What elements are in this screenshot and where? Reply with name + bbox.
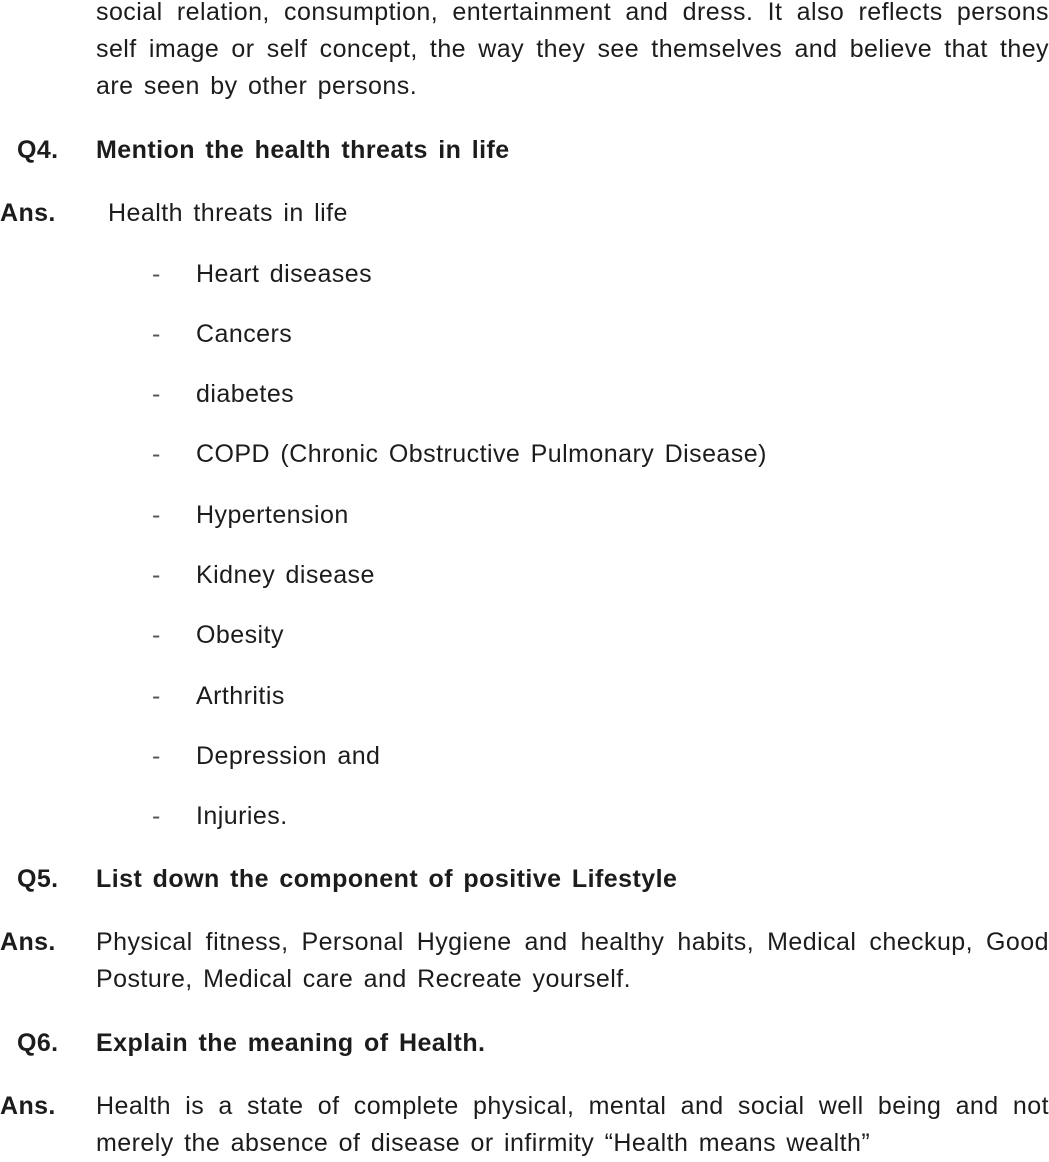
bullet-dash: - [152, 440, 161, 468]
bullet-dash: - [152, 561, 161, 589]
q5-label: Q5. [17, 865, 59, 893]
list-item-text: Injuries. [196, 802, 288, 830]
intro-paragraph: social relation, consumption, entertainment and dress. It also reflects persons self image or self concept, the way they see themselves and believe that they are seen by other persons. [96, 0, 1049, 100]
q4-answer-intro: Health threats in life [108, 199, 348, 227]
q6-answer: Health is a state of complete physical, mental and social well being and not merely the absence of disease or infirmity “Health means wealth” [96, 1092, 1049, 1157]
list-item-text: Kidney disease [196, 561, 375, 589]
q6-label: Q6. [17, 1029, 59, 1057]
list-item-text: Cancers [196, 320, 293, 348]
bullet-dash: - [152, 802, 161, 830]
q5-question: List down the component of positive Lifestyle [96, 865, 678, 893]
bullet-dash: - [152, 260, 161, 288]
bullet-dash: - [152, 320, 161, 348]
q6-answer-label: Ans. [0, 1092, 56, 1120]
list-item-text: COPD (Chronic Obstructive Pulmonary Disease) [196, 440, 767, 468]
list-item-text: Hypertension [196, 501, 349, 529]
bullet-dash: - [152, 501, 161, 529]
list-item-text: Depression and [196, 742, 381, 770]
q5-answer-label: Ans. [0, 928, 56, 956]
bullet-dash: - [152, 621, 161, 649]
bullet-dash: - [152, 742, 161, 770]
q4-answer-label: Ans. [0, 199, 56, 227]
q4-label: Q4. [17, 136, 59, 164]
q5-answer: Physical fitness, Personal Hygiene and healthy habits, Medical checkup, Good Posture, Medical care and Recreate yourself. [96, 928, 1049, 993]
bullet-dash: - [152, 380, 161, 408]
q4-question: Mention the health threats in life [96, 136, 510, 164]
list-item-text: Arthritis [196, 682, 285, 710]
list-item-text: Heart diseases [196, 260, 373, 288]
list-item-text: Obesity [196, 621, 284, 649]
list-item-text: diabetes [196, 380, 295, 408]
bullet-dash: - [152, 682, 161, 710]
q6-question: Explain the meaning of Health. [96, 1029, 486, 1057]
